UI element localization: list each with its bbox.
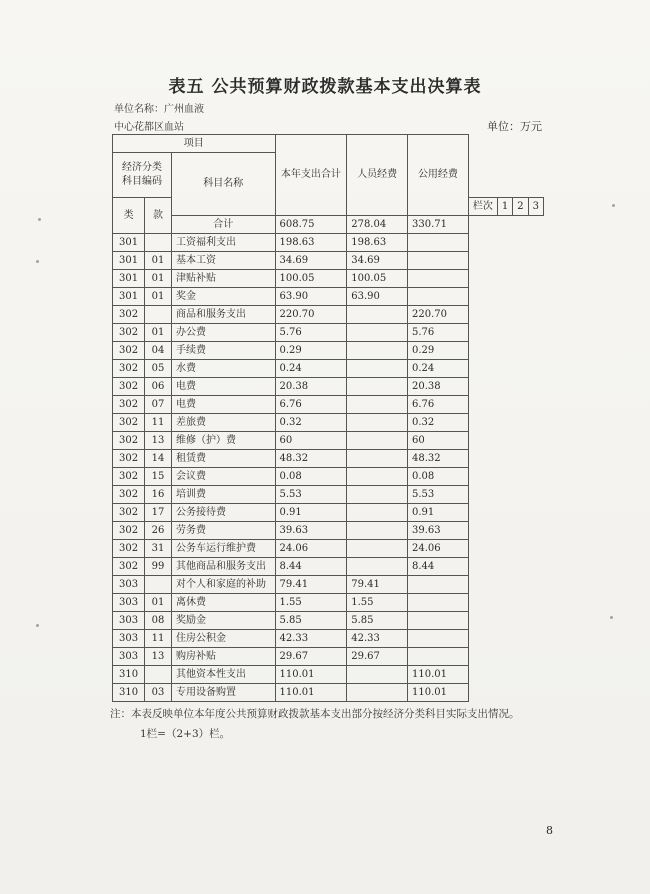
row-public: [408, 576, 469, 594]
table-row: [113, 540, 544, 558]
row-lei-code: 302: [113, 522, 145, 540]
row-kuan-code: 31: [145, 540, 172, 558]
row-personnel: 34.69: [347, 252, 408, 270]
row-lei-code: 302: [113, 396, 145, 414]
row-public: 0.08: [408, 468, 469, 486]
header-lei: 类: [113, 198, 145, 234]
row-lei-code: 302: [113, 414, 145, 432]
row-subject-name: 电费: [171, 378, 275, 396]
row-public: 110.01: [408, 684, 469, 702]
table-row: [113, 486, 544, 504]
row-kuan-code: [145, 234, 172, 252]
table-row: [113, 396, 544, 414]
row-public: 48.32: [408, 450, 469, 468]
row-lei-code: 302: [113, 540, 145, 558]
scan-speck: [38, 218, 41, 221]
row-kuan-code: 99: [145, 558, 172, 576]
row-personnel: [347, 486, 408, 504]
row-lei-code: 302: [113, 432, 145, 450]
table-row: [113, 468, 544, 486]
row-public: 8.44: [408, 558, 469, 576]
row-subject-name: 奖励金: [171, 612, 275, 630]
row-subject-name: 其他资本性支出: [171, 666, 275, 684]
row-public: [408, 234, 469, 252]
row-subject-name: 津贴补贴: [171, 270, 275, 288]
row-lei-code: 310: [113, 666, 145, 684]
table-row: [113, 414, 544, 432]
row-lei-code: 303: [113, 612, 145, 630]
unit-name-label: 单位名称：广州血液: [114, 104, 204, 115]
row-total: 5.85: [275, 612, 347, 630]
row-subject-name: 差旅费: [171, 414, 275, 432]
row-total: 24.06: [275, 540, 347, 558]
row-kuan-code: 01: [145, 594, 172, 612]
row-subject-name: 离休费: [171, 594, 275, 612]
row-lei-code: 302: [113, 558, 145, 576]
row-kuan-code: 01: [145, 324, 172, 342]
row-personnel: [347, 378, 408, 396]
row-subject-name: 劳务费: [171, 522, 275, 540]
row-kuan-code: 13: [145, 648, 172, 666]
row-total: 0.24: [275, 360, 347, 378]
row-subject-name: 公务接待费: [171, 504, 275, 522]
row-total: 8.44: [275, 558, 347, 576]
table-row: [113, 504, 544, 522]
table-row: [113, 594, 544, 612]
table-row: [113, 270, 544, 288]
table-row: [113, 450, 544, 468]
row-lei-code: 303: [113, 630, 145, 648]
row-public: [408, 630, 469, 648]
col-number-3: 3: [528, 198, 543, 216]
row-total: 63.90: [275, 288, 347, 306]
row-total: 110.01: [275, 684, 347, 702]
row-kuan-code: 03: [145, 684, 172, 702]
row-kuan-code: 13: [145, 432, 172, 450]
row-kuan-code: 01: [145, 270, 172, 288]
budget-table: [112, 134, 544, 702]
footnote-1: 注：本表反映单位本年度公共预算财政拨款基本支出部分按经济分类科目实际支出情况。: [110, 708, 520, 720]
row-subject-name: 会议费: [171, 468, 275, 486]
row-lei-code: 302: [113, 306, 145, 324]
row-kuan-code: 07: [145, 396, 172, 414]
row-total: 48.32: [275, 450, 347, 468]
row-kuan-code: [145, 666, 172, 684]
row-lei-code: 302: [113, 450, 145, 468]
row-kuan-code: 08: [145, 612, 172, 630]
row-total: 0.29: [275, 342, 347, 360]
row-personnel: [347, 468, 408, 486]
row-public: [408, 270, 469, 288]
row-kuan-code: 06: [145, 378, 172, 396]
row-lei-code: 302: [113, 504, 145, 522]
table-row: [113, 522, 544, 540]
table-row: [113, 252, 544, 270]
row-personnel: [347, 414, 408, 432]
table-row: [113, 234, 544, 252]
row-kuan-code: 11: [145, 630, 172, 648]
row-lei-code: 301: [113, 252, 145, 270]
row-kuan-code: 05: [145, 360, 172, 378]
row-public: [408, 594, 469, 612]
row-personnel: [347, 432, 408, 450]
row-total: 100.05: [275, 270, 347, 288]
row-lei-code: 302: [113, 486, 145, 504]
row-lei-code: 302: [113, 342, 145, 360]
table-row: [113, 648, 544, 666]
table-row: [113, 342, 544, 360]
scan-speck: [36, 260, 39, 263]
col-number-2: 2: [513, 198, 528, 216]
row-kuan-code: 11: [145, 414, 172, 432]
row-total: 0.91: [275, 504, 347, 522]
row-personnel: [347, 342, 408, 360]
table-row: [113, 576, 544, 594]
table-row: [113, 612, 544, 630]
row-lei-code: 302: [113, 324, 145, 342]
table-title: 表五 公共预算财政拨款基本支出决算表: [168, 77, 482, 97]
row-kuan-code: 04: [145, 342, 172, 360]
row-personnel: 5.85: [347, 612, 408, 630]
row-kuan-code: 17: [145, 504, 172, 522]
row-subject-name: 其他商品和服务支出: [171, 558, 275, 576]
row-kuan-code: 01: [145, 288, 172, 306]
row-subject-name: 手续费: [171, 342, 275, 360]
table-row: [113, 306, 544, 324]
row-public: 220.70: [408, 306, 469, 324]
row-public: 60: [408, 432, 469, 450]
table-row: [113, 288, 544, 306]
table-row: [113, 360, 544, 378]
row-lei-code: 301: [113, 270, 145, 288]
row-subject-name: 工资福利支出: [171, 234, 275, 252]
row-subject-name: 培训费: [171, 486, 275, 504]
row-kuan-code: 14: [145, 450, 172, 468]
row-total: 60: [275, 432, 347, 450]
header-lanci: 栏次: [468, 198, 497, 216]
row-kuan-code: [145, 576, 172, 594]
row-public: 0.91: [408, 504, 469, 522]
row-subject-name: 维修（护）费: [171, 432, 275, 450]
row-kuan-code: [145, 306, 172, 324]
row-total: 5.76: [275, 324, 347, 342]
row-subject-name: 商品和服务支出: [171, 306, 275, 324]
row-total: 42.33: [275, 630, 347, 648]
total-label: 合计: [171, 216, 275, 234]
header-econ-class: 经济分类科目编码: [113, 153, 172, 198]
row-personnel: [347, 522, 408, 540]
money-unit: 单位：万元: [487, 120, 542, 133]
row-personnel: [347, 306, 408, 324]
row-personnel: 79.41: [347, 576, 408, 594]
total-public: 330.71: [408, 216, 469, 234]
row-total: 1.55: [275, 594, 347, 612]
row-public: 6.76: [408, 396, 469, 414]
row-public: 20.38: [408, 378, 469, 396]
header-public: 公用经费: [408, 135, 469, 216]
row-total: 79.41: [275, 576, 347, 594]
row-personnel: 63.90: [347, 288, 408, 306]
table-row: [113, 378, 544, 396]
row-public: 0.32: [408, 414, 469, 432]
row-public: 39.63: [408, 522, 469, 540]
row-total: 198.63: [275, 234, 347, 252]
header-kuan: 款: [145, 198, 172, 234]
row-personnel: [347, 504, 408, 522]
row-lei-code: 310: [113, 684, 145, 702]
row-total: 220.70: [275, 306, 347, 324]
row-personnel: [347, 666, 408, 684]
row-public: 5.76: [408, 324, 469, 342]
row-total: 5.53: [275, 486, 347, 504]
row-public: 0.24: [408, 360, 469, 378]
table-row: [113, 630, 544, 648]
row-total: 6.76: [275, 396, 347, 414]
row-total: 39.63: [275, 522, 347, 540]
table-row: [113, 558, 544, 576]
row-subject-name: 电费: [171, 396, 275, 414]
col-number-1: 1: [497, 198, 512, 216]
row-subject-name: 奖金: [171, 288, 275, 306]
row-lei-code: 303: [113, 576, 145, 594]
row-subject-name: 办公费: [171, 324, 275, 342]
row-subject-name: 租赁费: [171, 450, 275, 468]
row-personnel: 1.55: [347, 594, 408, 612]
row-lei-code: 301: [113, 288, 145, 306]
header-subject-name: 科目名称: [171, 153, 275, 216]
scan-speck: [610, 616, 613, 619]
row-lei-code: 303: [113, 648, 145, 666]
row-kuan-code: 15: [145, 468, 172, 486]
row-personnel: [347, 540, 408, 558]
row-personnel: 29.67: [347, 648, 408, 666]
row-public: [408, 252, 469, 270]
total-value: 608.75: [275, 216, 347, 234]
row-personnel: 100.05: [347, 270, 408, 288]
row-total: 34.69: [275, 252, 347, 270]
row-subject-name: 购房补贴: [171, 648, 275, 666]
row-subject-name: 公务车运行维护费: [171, 540, 275, 558]
header-item: 项目: [113, 135, 276, 153]
row-lei-code: 303: [113, 594, 145, 612]
header-row-item: [113, 135, 544, 153]
total-personnel: 278.04: [347, 216, 408, 234]
row-subject-name: 基本工资: [171, 252, 275, 270]
row-lei-code: 302: [113, 378, 145, 396]
row-lei-code: 302: [113, 468, 145, 486]
row-personnel: [347, 324, 408, 342]
row-public: 5.53: [408, 486, 469, 504]
row-total: 110.01: [275, 666, 347, 684]
scan-speck: [612, 204, 615, 207]
row-subject-name: 水费: [171, 360, 275, 378]
row-public: [408, 288, 469, 306]
header-personnel: 人员经费: [347, 135, 408, 216]
row-subject-name: 对个人和家庭的补助: [171, 576, 275, 594]
total-row: [113, 216, 544, 234]
row-personnel: 198.63: [347, 234, 408, 252]
row-subject-name: 专用设备购置: [171, 684, 275, 702]
row-total: 20.38: [275, 378, 347, 396]
row-public: 24.06: [408, 540, 469, 558]
row-lei-code: 301: [113, 234, 145, 252]
row-kuan-code: 26: [145, 522, 172, 540]
table-row: [113, 684, 544, 702]
row-lei-code: 302: [113, 360, 145, 378]
scan-speck: [36, 624, 39, 627]
row-kuan-code: 01: [145, 252, 172, 270]
row-public: 110.01: [408, 666, 469, 684]
header-total: 本年支出合计: [275, 135, 347, 216]
row-total: 0.08: [275, 468, 347, 486]
unit-name-continued: 中心花都区血站: [114, 122, 184, 133]
row-personnel: [347, 684, 408, 702]
row-total: 29.67: [275, 648, 347, 666]
page-number: 8: [546, 824, 553, 837]
row-subject-name: 住房公积金: [171, 630, 275, 648]
row-total: 0.32: [275, 414, 347, 432]
table-row: [113, 324, 544, 342]
row-public: [408, 648, 469, 666]
row-personnel: [347, 360, 408, 378]
row-kuan-code: 16: [145, 486, 172, 504]
row-personnel: [347, 396, 408, 414]
table-row: [113, 666, 544, 684]
row-public: [408, 612, 469, 630]
footnote-2: 1栏=（2+3）栏。: [140, 728, 231, 740]
table-row: [113, 432, 544, 450]
row-personnel: [347, 450, 408, 468]
row-public: 0.29: [408, 342, 469, 360]
row-personnel: [347, 558, 408, 576]
row-personnel: 42.33: [347, 630, 408, 648]
